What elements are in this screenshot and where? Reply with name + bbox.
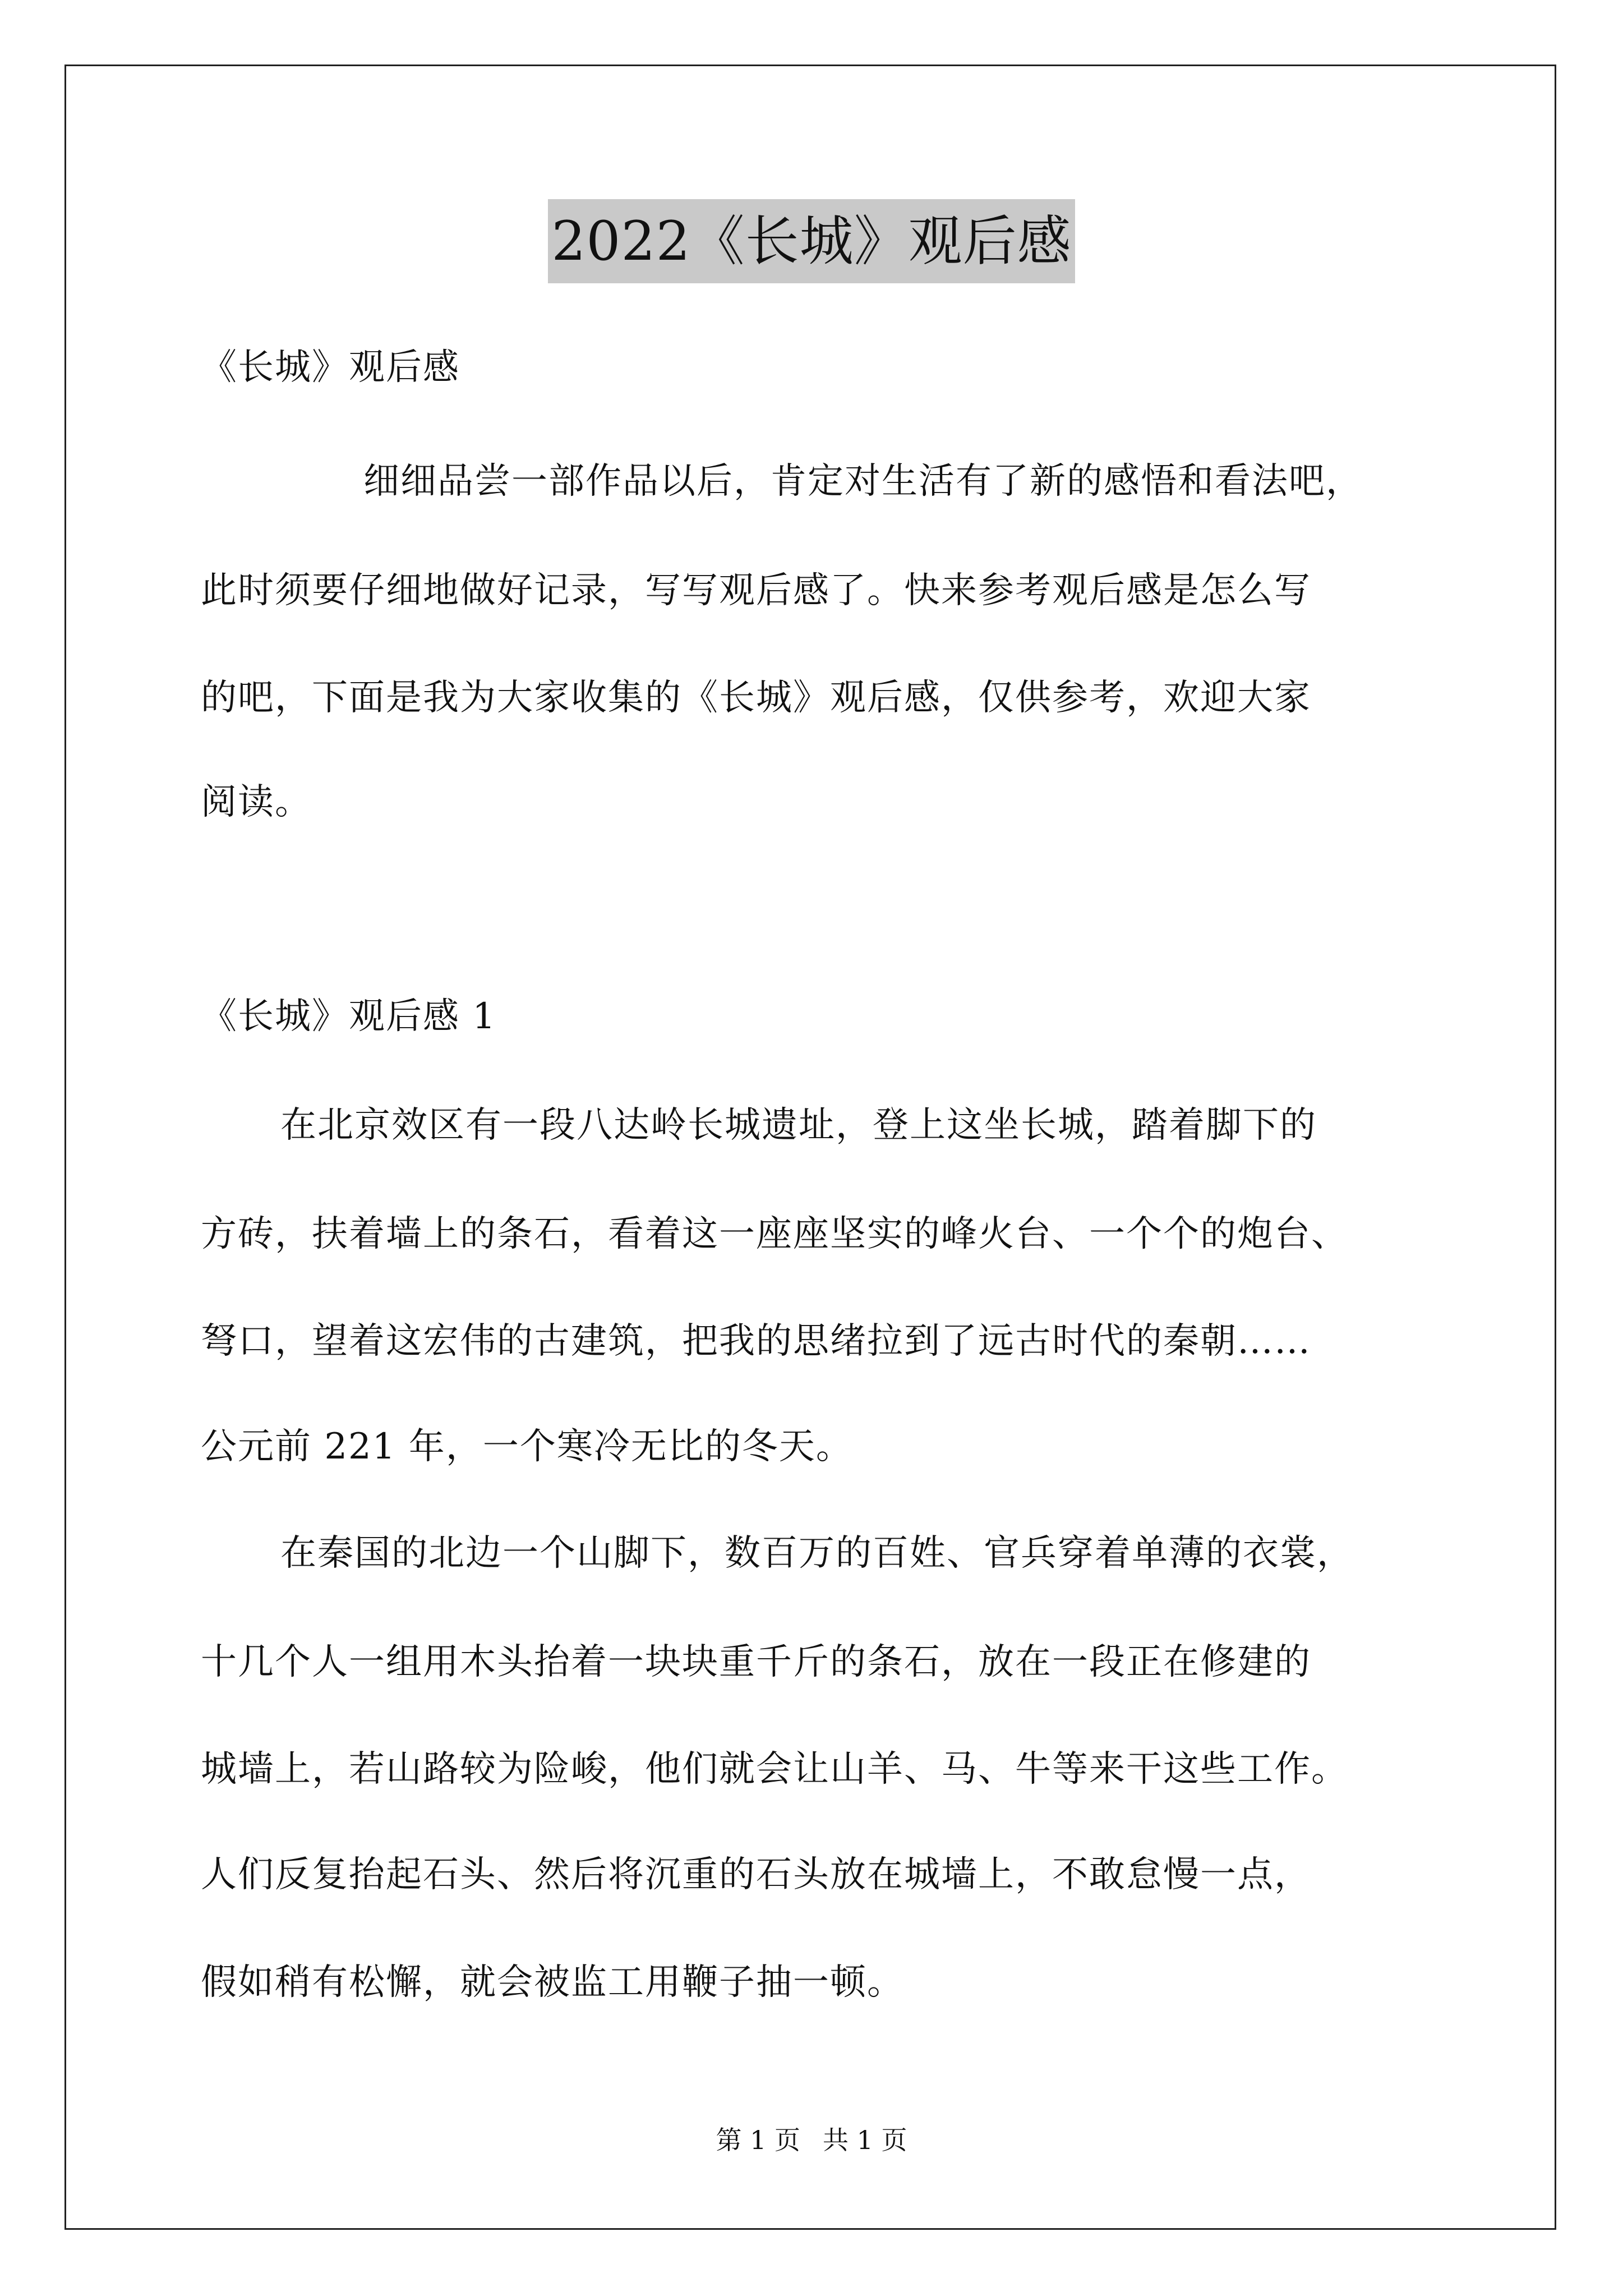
paragraph2-line: 假如稍有松懈，就会被监工用鞭子抽一顿。 <box>201 1962 904 2003</box>
paragraph2-line: 十几个人一组用木头抬着一块块重千斤的条石，放在一段正在修建的 <box>201 1641 1311 1683</box>
paragraph2-line: 城墙上，若山路较为险峻，他们就会让山羊、马、牛等来干这些工作。 <box>201 1749 1348 1790</box>
intro-line: 阅读。 <box>201 781 312 823</box>
page-count: 共 1 页 <box>823 2125 907 2155</box>
page-number: 第 1 页 <box>716 2125 800 2155</box>
intro-line: 此时须要仔细地做好记录，写写观后感了。快来参考观后感是怎么写 <box>201 570 1311 611</box>
page-footer <box>0 2123 1623 2157</box>
paragraph1-line: 公元前 221 年，一个寒冷无比的冬天。 <box>201 1426 853 1467</box>
intro-line: 的吧，下面是我为大家收集的《长城》观后感，仅供参考，欢迎大家 <box>201 677 1311 719</box>
intro-heading: 《长城》观后感 <box>201 347 460 388</box>
paragraph1-line: 弩口，望着这宏伟的古建筑，把我的思绪拉到了远古时代的秦朝…… <box>201 1320 1311 1362</box>
section-heading: 《长城》观后感 1 <box>201 996 497 1037</box>
paragraph2-line: 人们反复抬起石头、然后将沉重的石头放在城墙上，不敢怠慢一点， <box>201 1854 1311 1895</box>
intro-line: 细细品尝一部作品以后，肯定对生活有了新的感悟和看法吧， <box>363 461 1363 502</box>
paragraph1-line: 在北京效区有一段八达岭长城遗址，登上这坐长城，踏着脚下的 <box>280 1105 1317 1146</box>
paragraph2-line: 在秦国的北边一个山脚下，数百万的百姓、官兵穿着单薄的衣裳， <box>280 1533 1354 1574</box>
document-title: 2022《长城》观后感 <box>548 199 1075 283</box>
title-area <box>0 199 1623 283</box>
paragraph1-line: 方砖，扶着墙上的条石，看着这一座座坚实的峰火台、一个个的炮台、 <box>201 1213 1348 1255</box>
